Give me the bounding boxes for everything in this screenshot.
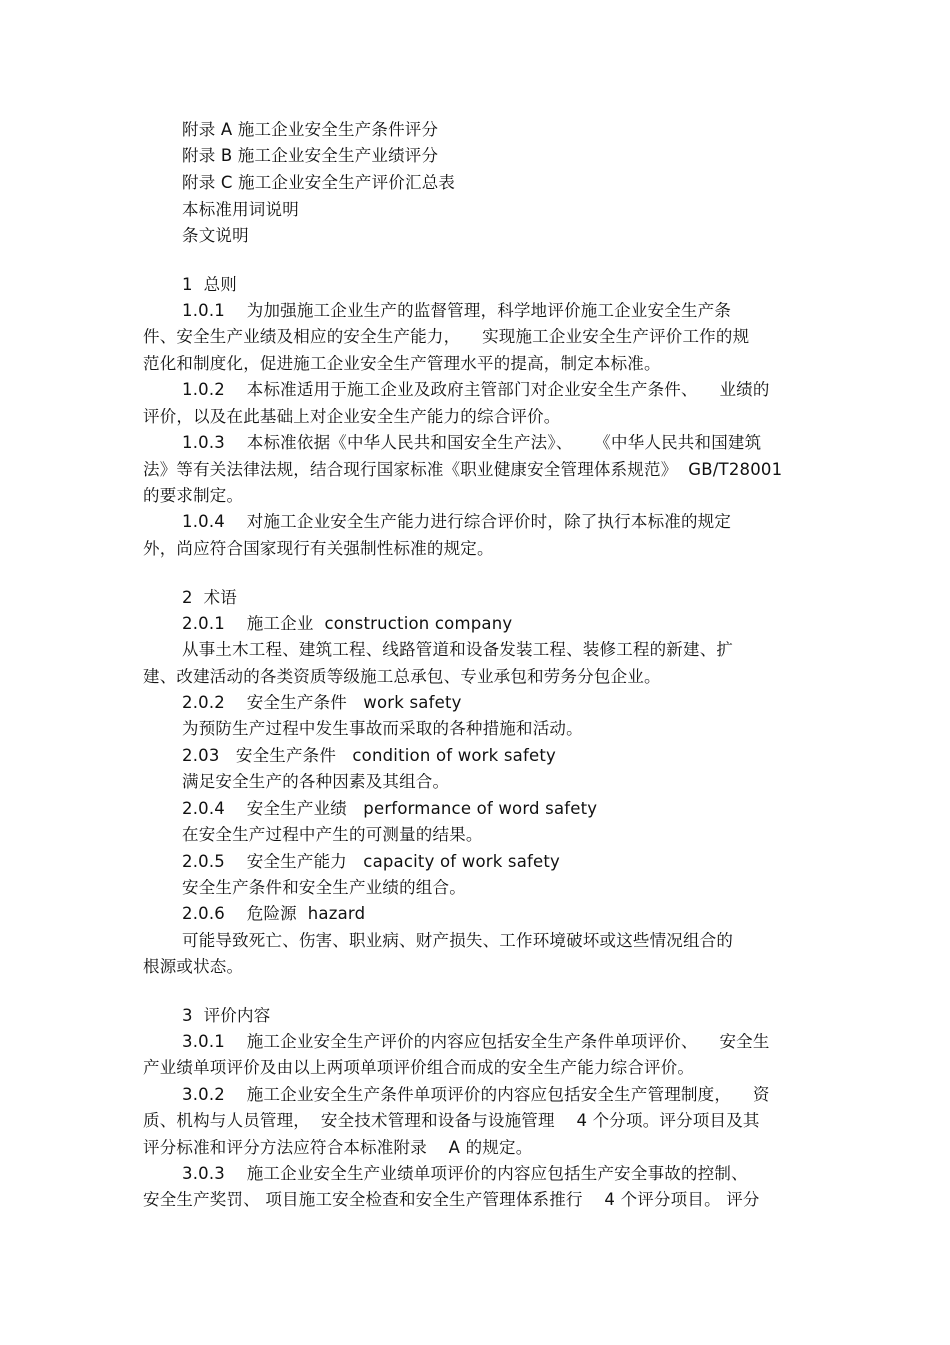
term-2-0-1-body-line1: 从事土木工程、建筑工程、线路管道和设备发装工程、装修工程的新建、扩	[182, 640, 734, 659]
clause-1-0-2-line2: 评价，以及在此基础上对企业安全生产能力的综合评价。	[143, 407, 561, 426]
clause-1-0-1-line3: 范化和制度化，促进施工企业安全生产管理水平的提高，制定本标准。	[143, 354, 661, 373]
clause-1-0-4-line1: 1.0.4 对施工企业安全生产能力进行综合评价时，除了执行本标准的规定	[182, 512, 732, 531]
term-2-0-5-body: 安全生产条件和安全生产业绩的组合。	[182, 878, 466, 897]
clause-1-0-4-line2: 外，尚应符合国家现行有关强制性标准的规定。	[143, 539, 494, 558]
section-3-heading: 3 评价内容	[182, 1006, 271, 1025]
appendix-b: 附录 B 施工企业安全生产业绩评分	[182, 146, 439, 165]
clause-3-0-3-line2: 安全生产奖罚、 项目施工安全检查和安全生产管理体系推行 4 个评分项目。 评分	[143, 1190, 760, 1209]
clause-3-0-1-line2: 产业绩单项评价及由以上两项单项评价组合而成的安全生产能力综合评价。	[143, 1058, 695, 1077]
clause-3-0-2-line2: 质、机构与人员管理， 安全技术管理和设备与设施管理 4 个分项。评分项目及其	[143, 1111, 760, 1130]
clause-1-0-3-line2: 法》等有关法律法规，结合现行国家标准《职业健康安全管理体系规范》 GB/T28001	[143, 460, 783, 479]
term-2-0-2: 2.0.2 安全生产条件 work safety	[182, 693, 462, 712]
terms-explanation: 本标准用词说明	[182, 200, 299, 219]
clause-explanation: 条文说明	[182, 226, 249, 245]
clause-1-0-3-line3: 的要求制定。	[143, 486, 244, 505]
term-2-0-4-body: 在安全生产过程中产生的可测量的结果。	[182, 825, 483, 844]
term-2-03: 2.03 安全生产条件 condition of work safety	[182, 746, 556, 765]
clause-3-0-1-line1: 3.0.1 施工企业安全生产评价的内容应包括安全生产条件单项评价、 安全生	[182, 1032, 770, 1051]
clause-3-0-2-line3: 评分标准和评分方法应符合本标准附录 A 的规定。	[143, 1138, 533, 1157]
clause-3-0-3-line1: 3.0.3 施工企业安全生产业绩单项评价的内容应包括生产安全事故的控制、	[182, 1164, 748, 1183]
term-2-0-1: 2.0.1 施工企业 construction company	[182, 614, 513, 633]
term-2-0-2-body: 为预防生产过程中发生事故而采取的各种措施和活动。	[182, 719, 583, 738]
term-2-0-5: 2.0.5 安全生产能力 capacity of work safety	[182, 852, 561, 871]
term-2-03-body: 满足安全生产的各种因素及其组合。	[182, 772, 450, 791]
term-2-0-4: 2.0.4 安全生产业绩 performance of word safety	[182, 799, 598, 818]
clause-1-0-2-line1: 1.0.2 本标准适用于施工企业及政府主管部门对企业安全生产条件、 业绩的	[182, 380, 770, 399]
clause-1-0-1-line1: 1.0.1 为加强施工企业生产的监督管理，科学地评价施工企业安全生产条	[182, 301, 732, 320]
clause-1-0-1-line2: 件、安全生产业绩及相应的安全生产能力， 实现施工企业安全生产评价工作的规	[143, 327, 750, 346]
term-2-0-6-body-line2: 根源或状态。	[143, 957, 244, 976]
clause-1-0-3-line1: 1.0.3 本标准依据《中华人民共和国安全生产法》、 《中华人民共和国建筑	[182, 433, 762, 452]
appendix-c: 附录 C 施工企业安全生产评价汇总表	[182, 173, 456, 192]
appendix-a: 附录 A 施工企业安全生产条件评分	[182, 120, 439, 139]
term-2-0-1-body-line2: 建、改建活动的各类资质等级施工总承包、专业承包和劳务分包企业。	[143, 667, 661, 686]
term-2-0-6: 2.0.6 危险源 hazard	[182, 904, 366, 923]
section-2-heading: 2 术语	[182, 588, 237, 607]
section-1-heading: 1 总则	[182, 275, 237, 294]
term-2-0-6-body-line1: 可能导致死亡、伤害、职业病、财产损失、工作环境破坏或这些情况组合的	[182, 931, 734, 950]
clause-3-0-2-line1: 3.0.2 施工企业安全生产条件单项评价的内容应包括安全生产管理制度， 资	[182, 1085, 770, 1104]
